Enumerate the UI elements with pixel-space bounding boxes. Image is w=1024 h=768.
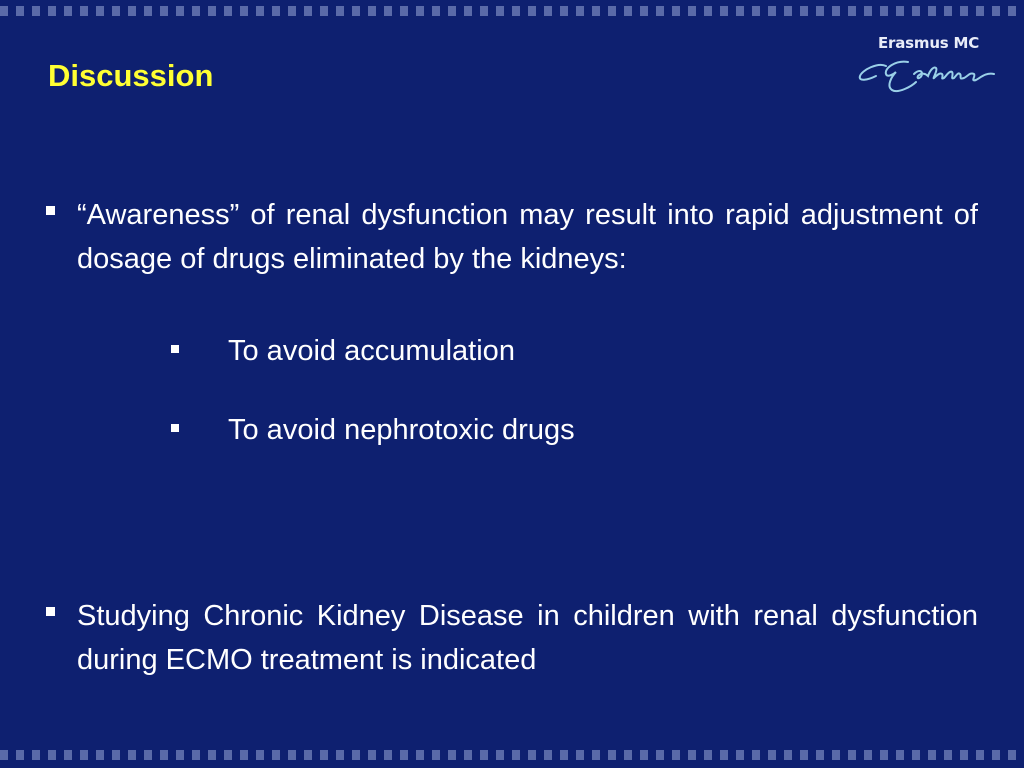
sub-bullet-text: To avoid accumulation	[228, 335, 515, 367]
top-dotted-border	[0, 6, 1024, 16]
logo-name: Erasmus MC	[878, 34, 980, 52]
square-bullet-icon	[171, 424, 179, 432]
bottom-dotted-border	[0, 750, 1024, 760]
sub-bullet-nephrotoxic	[171, 410, 575, 450]
square-bullet-icon	[171, 345, 179, 353]
sub-bullet-text: To avoid nephrotoxic drugs	[228, 414, 575, 446]
bullet-ckd-study	[46, 594, 978, 682]
bullet-text: Studying Chronic Kidney Disease in children with renal dysfunction during ECMO treatment is indicated	[77, 600, 978, 676]
square-bullet-icon	[46, 206, 55, 215]
square-bullet-icon	[46, 607, 55, 616]
slide-title: Discussion	[48, 58, 214, 93]
bullet-awareness	[46, 193, 978, 281]
erasmus-signature-icon	[856, 52, 1001, 96]
erasmus-logo	[856, 34, 1001, 96]
bullet-text: “Awareness” of renal dysfunction may result into rapid adjustment of dosage of drugs eliminated by the kidneys:	[77, 199, 978, 275]
sub-bullet-accumulation	[171, 331, 515, 371]
